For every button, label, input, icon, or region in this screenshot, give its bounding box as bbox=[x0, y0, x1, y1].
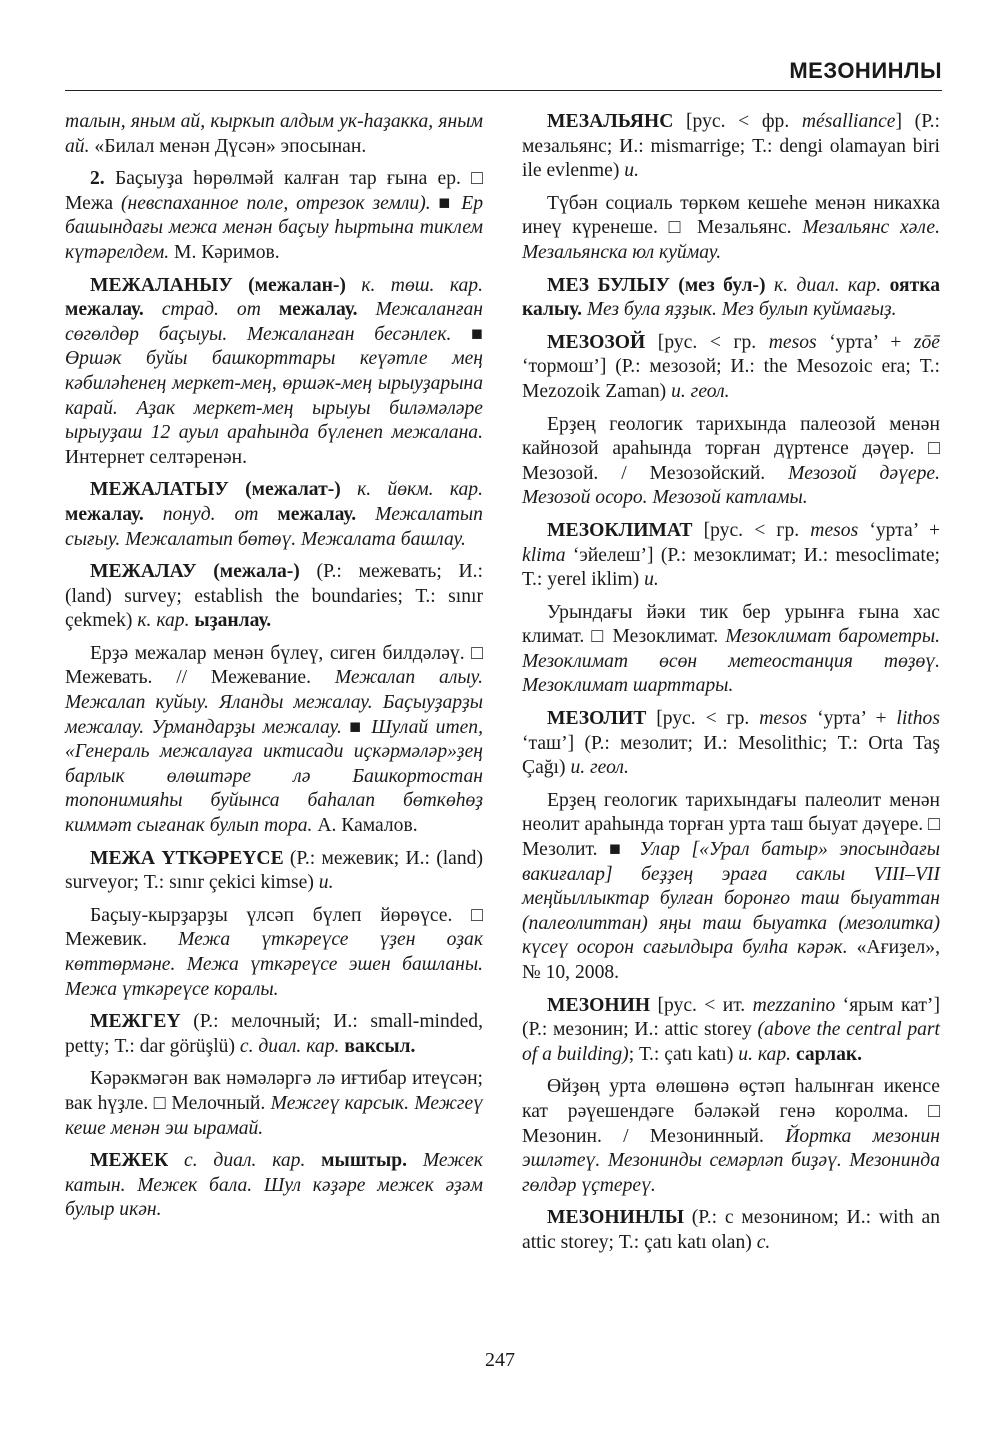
cross-reference: ыҙанлау. bbox=[194, 610, 272, 632]
entry-mezhgeu-definition bbox=[65, 1067, 483, 1141]
grammar-label: и. кар. bbox=[738, 1043, 792, 1065]
cross-reference: межалау. bbox=[65, 299, 144, 321]
quotation: Улар [«Урал батыр» эпосындағы вакиғалар] беҙҙең эраға саклы VIII–VII меңйыллыктар булған боронғо таш быуаттан (палеолиттан) яңы таш быуатка (мезолитка) күсеү осорон сағылдыра булһа кәрәк. bbox=[522, 839, 940, 959]
source-text: Интернет селтәренән. bbox=[65, 446, 248, 468]
entry-mezhalau bbox=[65, 560, 483, 634]
grammar-label: с. диал. кар. bbox=[239, 1035, 340, 1057]
etymon: mesos bbox=[768, 331, 817, 353]
translations: ] (Р.: мезальянс; И.: mismarrige; Т.: dengi olamayan biri ile evlenme) bbox=[522, 111, 940, 182]
translations: (Р.: мелочный; И.: small-minded, petty; Т.: dar görüşlü) bbox=[65, 1011, 483, 1057]
examples: Йортка мезонин эшләтеү. Мезонинды семәрләп биҙәү. Мезонинда гөлдәр үҫтереү. bbox=[522, 1125, 941, 1196]
translations: (Р.: межевик; И.: (land) surveyor; Т.: sınır çekici kimse) bbox=[65, 847, 483, 894]
etymon: mésalliance bbox=[801, 111, 896, 132]
headword: МЕЗОНИН bbox=[547, 994, 651, 1016]
examples: Межалатып сығыу. Межалатып бөтөү. Межалата башлау. bbox=[65, 503, 483, 550]
examples: Межек катын. Межек бала. Шул кәҙәре межек әҙәм булыр икән. bbox=[65, 1150, 483, 1221]
entry-mez-bulyu bbox=[522, 274, 940, 323]
entry-mezozoy-definition bbox=[522, 413, 940, 511]
square-marker: ■ bbox=[430, 192, 462, 214]
etymon: lithos bbox=[896, 708, 940, 730]
entry-mezolit bbox=[522, 707, 940, 781]
definition: Урындағы йәки тик бер урынға ғына хас климат. □ Мезоклимат. bbox=[522, 601, 940, 648]
grammar-label: понуд. от bbox=[162, 503, 259, 525]
square-marker: ■ bbox=[451, 323, 483, 345]
examples: Мезозой дәүере. Мезозой осоро. Мезозой катламы. bbox=[522, 462, 941, 509]
translations: ‘эйелеш’] (Р.: мезоклимат; И.: mesoclimate; Т.: yerel iklim) bbox=[522, 544, 940, 591]
examples: Межа үткәреүсе үҙен оҙак көттөрмәне. Межа үткәреүсе эшен башланы. Межа үткәреүсе коралы. bbox=[65, 929, 484, 1000]
entry-mezhalatyu bbox=[65, 478, 483, 552]
cross-reference: межалау. bbox=[65, 503, 144, 525]
etymology: ‘урта’ + bbox=[807, 708, 897, 730]
entry-mezonin-definition bbox=[522, 1075, 940, 1198]
grammar-label: с. диал. кар. bbox=[184, 1150, 306, 1172]
etymon: mesos bbox=[759, 708, 808, 730]
definition: Ерҙең геологик тарихында палеозой менән кайнозой араһында торған дүртенсе дәүер. □ Мезозой. / Мезозойский. bbox=[522, 413, 940, 484]
source-text: М. Кәримов. bbox=[169, 241, 280, 263]
entry-mezalyans bbox=[522, 110, 940, 184]
examples: Мез була яҙҙык. Мез булып куймағыҙ. bbox=[586, 299, 897, 321]
definition: Баҫыу-кырҙарҙы үлсәп бүлеп йөрөүсе. □ Межевик. bbox=[65, 904, 483, 951]
entry-mezozoy bbox=[522, 331, 940, 405]
entry-mezhgeu bbox=[65, 1010, 483, 1059]
grammar-label: к. кар. bbox=[137, 610, 190, 632]
headword: МЕЖАЛАТЫУ (межалат-) bbox=[90, 479, 341, 501]
headword: МЕЗОНИНЛЫ bbox=[547, 1207, 684, 1229]
translations: ‘ярым кат’] (Р.: мезонин; И.: attic storey bbox=[522, 994, 940, 1041]
square-marker: ■ bbox=[341, 716, 372, 738]
grammar-label: и. геол. bbox=[570, 757, 629, 779]
grammar-label: к. төш. кар. bbox=[361, 274, 484, 296]
etymology: ‘урта’ + bbox=[816, 331, 914, 353]
examples: Межгеү карсык. Межгеү кеше менән эш ырамай. bbox=[65, 1092, 483, 1139]
entry-mezhalanyu bbox=[65, 274, 483, 471]
translations: (Р.: с мезонином; И.: with an attic storey; Т.: çatı katı olan) bbox=[522, 1207, 940, 1253]
etymology: [рус. < гр. bbox=[692, 519, 811, 541]
etymon: mesos bbox=[810, 519, 859, 541]
grammar-label: и. bbox=[624, 160, 639, 182]
etymology: [рус. < ит. bbox=[650, 994, 753, 1016]
grammar-label: и. геол. bbox=[671, 380, 730, 402]
definition: Баҫыуҙа һөрөлмәй калған тар ғына ер. □ Межа bbox=[65, 168, 483, 214]
etymon: zōē bbox=[913, 331, 940, 353]
gloss: (невспаханное поле, отрезок земли). bbox=[120, 192, 431, 214]
cross-reference: ваксыл. bbox=[344, 1035, 416, 1057]
entry-mezha-utkareuse bbox=[65, 847, 483, 896]
cross-reference: мыштыр. bbox=[321, 1150, 408, 1172]
grammar-label: к. диал. кар. bbox=[774, 274, 882, 296]
cross-reference: межалау. bbox=[277, 503, 357, 525]
headword: МЕЖГЕҮ bbox=[90, 1011, 181, 1033]
headword: МЕЖА ҮТКӘРЕҮСЕ bbox=[90, 847, 284, 869]
headword: МЕЗОКЛИМАТ bbox=[547, 519, 693, 541]
headword: МЕЗ БУЛЫУ (мез бул-) bbox=[547, 274, 766, 296]
entry-mezoklimat-definition bbox=[522, 601, 940, 699]
grammar-label: страд. от bbox=[161, 299, 261, 321]
translations: (Р.: межевать; И.: (land) survey; establish the boundaries; Т.: sınır çekmek) bbox=[65, 561, 483, 632]
headword: МЕЖАЛАУ (межала-) bbox=[90, 561, 300, 583]
entry-mezalyans-definition bbox=[522, 192, 940, 266]
etymology: [рус. < фр. bbox=[673, 111, 802, 132]
examples: Мезоклимат барометры. Мезоклимат өсөн метеостанция төҙөү. Мезоклимат шарттары. bbox=[522, 626, 940, 697]
gloss: (above the central part of a building) bbox=[522, 1019, 940, 1065]
etymon: klima bbox=[522, 544, 566, 566]
entry-mezoninly bbox=[522, 1206, 940, 1255]
quotation: Өршәк буйы башкорттары кеүәтле мең кәбиләһенең меркет-мең, өршәк-мең ырыуҙарына карай. Аҙак меркет-мең ырыуы биләмәләре ырыуҙаш 12 ауыл араһында бүленеп межалана. bbox=[65, 348, 483, 444]
headword: МЕЖАЛАНЫУ (межалан-) bbox=[90, 274, 346, 296]
headword: МЕЗАЛЬЯНС bbox=[547, 111, 674, 132]
left-column bbox=[65, 110, 483, 1223]
headword: МЕЖЕК bbox=[90, 1150, 169, 1172]
running-head: МЕЗОНИНЛЫ bbox=[789, 58, 942, 83]
definition: Түбән социаль төркөм кешеһе менән никахка инеү күренеше. □ Мезальянс. bbox=[522, 192, 940, 239]
definition: Ерҙең геологик тарихындағы палеолит менән неолит араһында торған урта таш быуат дәүере. □ Мезолит. bbox=[522, 789, 940, 861]
header-rule bbox=[65, 90, 942, 91]
headword: МЕЗОЗОЙ bbox=[547, 331, 646, 353]
examples: Мезальянс хәле. Мезальянска юл куймау. bbox=[522, 217, 941, 263]
translations: ‘таш’] (Р.: мезолит; И.: Mesolithic; Т.: Orta Taş Çağı) bbox=[522, 732, 940, 779]
etymology: [рус. < гр. bbox=[645, 331, 769, 353]
grammar-label: к. йөкм. кар. bbox=[357, 479, 483, 501]
cross-reference: межалау. bbox=[278, 299, 358, 321]
entry-mezoklimat bbox=[522, 519, 940, 593]
etymon: mezzanino bbox=[752, 994, 836, 1016]
entry-sense-2 bbox=[65, 167, 483, 265]
entry-mezhek bbox=[65, 1149, 483, 1223]
grammar-label: и. bbox=[318, 872, 334, 894]
entry-mezhalau-definition bbox=[65, 642, 483, 839]
entry-mezolit-definition bbox=[522, 789, 940, 986]
source-text: «Ағиҙел», № 10, 2008. bbox=[522, 937, 940, 983]
entry-continuation bbox=[65, 110, 483, 159]
headword: МЕЗОЛИТ bbox=[547, 708, 647, 730]
translations: ; Т.: çatı katı) bbox=[628, 1043, 739, 1065]
sense-number: 2. bbox=[90, 168, 105, 190]
quotation: Шулай итеп, «Генераль межалауға иктисади иҫкәрмәләр»ҙең барлык өлөштәре лә Башкортостан топонимияһы буйынса баһалап бөткөһөҙ киммәт сығанак булып тора. bbox=[65, 716, 483, 837]
definition: Өйҙөң урта өлөшөнә өҫтәп һалынған икенсе кат рәүешендәге бәләкәй генә королма. □ Мезонин. / Мезонинный. bbox=[522, 1076, 940, 1147]
cross-reference: сарлак. bbox=[795, 1043, 863, 1065]
source-text: А. Камалов. bbox=[312, 815, 418, 837]
square-marker: ■ bbox=[597, 839, 640, 861]
page-number: 247 bbox=[485, 1349, 515, 1371]
entry-mezha-utkareuse-definition bbox=[65, 904, 483, 1002]
examples: Межалап алыу. Межалап куйыу. Яланды межалау. Баҫыуҙарҙы межалау. Урмандарҙы межалау. bbox=[65, 667, 484, 738]
translations: ‘тормош’] (Р.: мезозой; И.: the Mesozoic era; Т.: Mezozoik Zaman) bbox=[522, 356, 940, 402]
grammar-label: и. bbox=[644, 569, 659, 591]
cross-reference: оятка калыу. bbox=[522, 274, 941, 321]
examples: Межаланған сөгөлдөр баҫыуы. Межаланған бесәнлек. bbox=[65, 299, 483, 345]
grammar-label: с. bbox=[756, 1231, 771, 1253]
etymology: [рус. < гр. bbox=[646, 708, 760, 730]
quotation: Ер башындағы межа менән баҫыу һыртына тиклем күтәрелдем. bbox=[65, 192, 483, 263]
definition: Ерҙә межалар менән бүлеү, сиген билдәләү. □ Межевать. // Межевание. bbox=[65, 642, 483, 689]
example-text: талын, яным ай, кыркып алдым ук-һаҙакка, яным ай. bbox=[65, 111, 483, 157]
right-column bbox=[522, 110, 940, 1256]
source-text: «Билал менән Дүсән» эпосынан. bbox=[89, 135, 367, 157]
entry-mezonin bbox=[522, 994, 940, 1068]
etymology: ‘урта’ + bbox=[858, 519, 940, 541]
definition: Кәрәкмәгән вак нәмәләргә лә иғтибар итеүсән; вак һүҙле. □ Мелочный. bbox=[65, 1068, 483, 1114]
